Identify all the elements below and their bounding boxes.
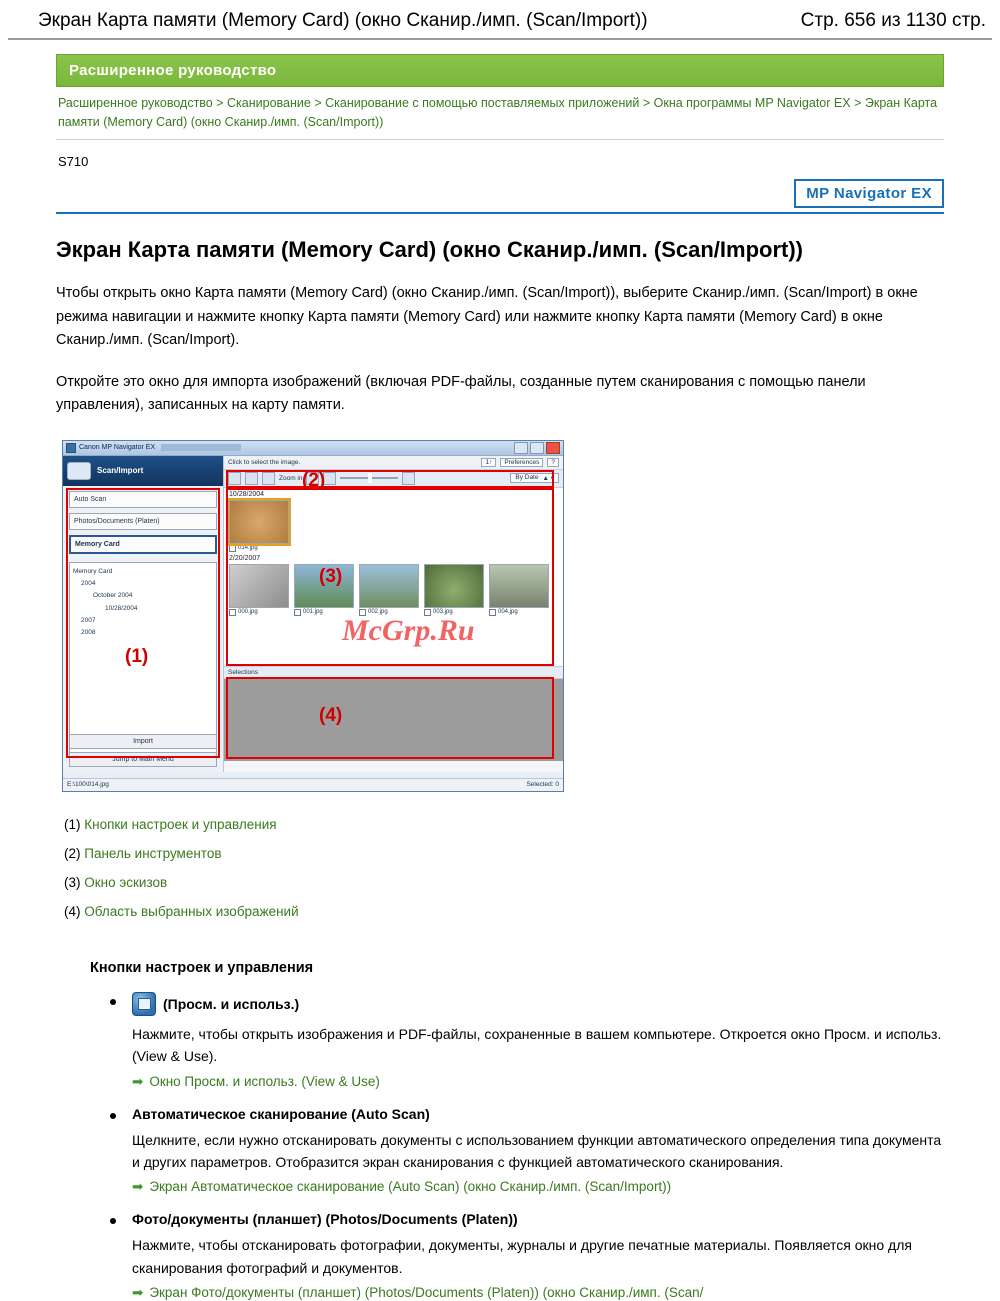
- tree-node-memory-card[interactable]: Memory Card: [73, 567, 113, 575]
- tree-node-10-28-2004[interactable]: 10/28/2004: [105, 604, 138, 612]
- status-path: E:\100\014.jpg: [67, 781, 109, 789]
- page-header-title: Экран Карта памяти (Memory Card) (окно Сканир./имп. (Scan/Import)): [38, 10, 648, 31]
- breadcrumb-sep-1: >: [314, 96, 322, 110]
- bullet-auto-scan: [56, 1106, 944, 1196]
- document-content: [0, 40, 1000, 1301]
- thumbnail-filename: 000.jpg: [238, 609, 258, 616]
- button-auto-scan[interactable]: Auto Scan: [69, 491, 217, 508]
- legend-num-2: (2): [64, 845, 81, 861]
- breadcrumb-item-1[interactable]: Сканирование: [227, 96, 311, 110]
- sort-toggle-icon[interactable]: 1↑: [481, 458, 496, 467]
- bullet-title: (Просм. и использ.): [163, 995, 300, 1012]
- breadcrumb-sep-0: >: [216, 96, 224, 110]
- page-number: Стр. 656 из 1130 стр.: [800, 10, 986, 31]
- selections-label: Selections: [228, 668, 258, 676]
- legend-text-2: Панель инструментов: [84, 845, 222, 861]
- document-id: S710: [58, 153, 89, 169]
- tree-node-2008[interactable]: 2008: [81, 629, 96, 637]
- tree-node-2004[interactable]: 2004: [81, 580, 96, 588]
- tree-node-2007[interactable]: 2007: [81, 617, 96, 625]
- bullet-body: Нажмите, чтобы открыть изображения и PDF-файлы, сохраненные в вашем компьютере. Откроется окно Просм. и использ. (View & Use).: [132, 1025, 942, 1065]
- button-memory-card[interactable]: Memory Card: [69, 535, 217, 554]
- screenshot-body: [63, 456, 563, 772]
- thumbnail-hint: Click to select the image.: [228, 458, 301, 466]
- arrow-right-icon: ➡: [132, 1179, 144, 1195]
- callout-label-3: (3): [319, 565, 343, 587]
- bullet-link[interactable]: Экран Автоматическое сканирование (Auto Scan) (окно Сканир./имп. (Scan/Import)): [149, 1179, 672, 1195]
- thumbnail-filename: 002.jpg: [368, 609, 388, 616]
- thumbnail-filename: 014.jpg: [238, 545, 258, 552]
- bullet-link[interactable]: Окно Просм. и использ. (View & Use): [149, 1073, 380, 1089]
- bullet-title-row: [132, 1211, 944, 1227]
- status-selected-count: Selected: 0: [526, 781, 559, 789]
- arrow-right-icon: ➡: [132, 1285, 144, 1301]
- brand-row: [56, 179, 944, 208]
- guide-banner: Расширенное руководство: [56, 54, 944, 87]
- bullet-body: Нажмите, чтобы отсканировать фотографии, документы, журналы и другие печатные материалы. Появляется окно для сканирования фотографий и документов.: [132, 1237, 912, 1276]
- chevron-down-icon: ▲ ▾: [542, 475, 554, 483]
- callout-box-2: [226, 470, 554, 488]
- mode-label: Scan/Import: [97, 466, 144, 476]
- title-redaction: [161, 444, 241, 451]
- view-use-icon: [132, 992, 156, 1016]
- legend-num-4: (4): [64, 903, 81, 919]
- breadcrumb-item-3[interactable]: Окна программы MP Navigator EX: [653, 96, 851, 110]
- section-title: Кнопки настроек и управления: [90, 959, 314, 976]
- callout-label-4: (4): [319, 704, 343, 726]
- bullet-title-row: [132, 1106, 944, 1122]
- bullet-list: [56, 992, 944, 1301]
- bullet-title: Фото/документы (планшет) (Photos/Documents (Platen)): [132, 1211, 518, 1228]
- bullet-view-and-use: [56, 992, 944, 1090]
- app-icon: [66, 443, 76, 453]
- bullet-body: Щелкните, если нужно отсканировать документы с использованием функции автоматического определения типа документа и других параметров. Отобразится экран сканирования с функцией автоматического сканирования.: [132, 1131, 942, 1170]
- app-screenshot: [62, 440, 564, 792]
- legend-text-3: Окно эскизов: [84, 874, 168, 890]
- callout-box-1: [66, 488, 220, 758]
- callout-label-1: (1): [125, 645, 149, 667]
- status-bar: [63, 778, 563, 791]
- paragraph-2: Откройте это окно для импорта изображений (включая PDF-файлы, созданные путем сканирования с помощью панели управления), записанных на карту памяти.: [56, 373, 866, 414]
- breadcrumb-item-current: Экран Карта памяти (Memory Card) (окно Сканир./имп. (Scan/Import)): [58, 96, 938, 130]
- brand-logo: MP Navigator EX: [794, 179, 944, 208]
- callout-label-2: (2): [302, 469, 326, 491]
- breadcrumb-item-0[interactable]: Расширенное руководство: [58, 96, 213, 110]
- preferences-button[interactable]: Preferences: [500, 458, 543, 467]
- zoom-in-label[interactable]: Zoom in: [279, 474, 303, 482]
- legend-row: [64, 810, 944, 839]
- screenshot-window-title: Canon MP Navigator EX: [79, 444, 156, 452]
- legend-text-1: Кнопки настроек и управления: [84, 816, 277, 832]
- minimize-icon[interactable]: [514, 442, 528, 454]
- thumbnail-filename: 001.jpg: [303, 609, 323, 616]
- settings-panel: [63, 456, 224, 772]
- legend-num-1: (1): [64, 816, 81, 832]
- button-photos-documents[interactable]: Photos/Documents (Platen): [69, 513, 217, 530]
- bullet-link-row[interactable]: [132, 1074, 944, 1090]
- brand-underline: [56, 212, 944, 214]
- legend-row: [64, 839, 944, 868]
- bullet-title-row: [132, 992, 944, 1016]
- jump-to-main-menu-button[interactable]: Jump to Main Menu: [69, 752, 217, 767]
- header-actions: [481, 458, 559, 467]
- breadcrumb-sep-2: >: [642, 96, 651, 110]
- legend-row: [64, 868, 944, 897]
- import-button[interactable]: Import: [69, 734, 217, 749]
- bullet-photos-documents: [56, 1211, 944, 1301]
- tree-node-october-2004[interactable]: October 2004: [93, 592, 133, 600]
- callout-box-4: [226, 677, 554, 759]
- callout-legend: [64, 810, 944, 926]
- sort-by-label: By Date: [515, 474, 539, 482]
- help-button[interactable]: ?: [547, 458, 559, 467]
- thumbnail-filename: 003.jpg: [433, 609, 453, 616]
- scanner-icon: [67, 462, 91, 480]
- bullet-link-row[interactable]: [132, 1285, 944, 1301]
- bullet-link[interactable]: Экран Фото/документы (планшет) (Photos/Documents (Platen)) (окно Сканир./имп. (Scan/: [149, 1285, 704, 1301]
- breadcrumb-item-2[interactable]: Сканирование с помощью поставляемых приложений: [325, 96, 640, 110]
- maximize-icon[interactable]: [530, 442, 544, 454]
- paragraph-1: Чтобы открыть окно Карта памяти (Memory Card) (окно Сканир./имп. (Scan/Import)), выберите Сканир./имп. (Scan/Import) в окне режима навигации и нажмите кнопку Карта памяти (Memory Card) или нажмите кнопку Карта памяти (Memory Card) в окне Сканир./имп. (Scan/Import).: [56, 285, 918, 349]
- page-header: [0, 0, 1000, 38]
- breadcrumb-sep-3: >: [854, 96, 862, 110]
- date-group-label-1: 10/28/2004: [229, 490, 265, 498]
- thumbnail-filename: 004.jpg: [498, 609, 518, 616]
- close-icon[interactable]: [546, 442, 560, 454]
- date-group-label-2: 2/20/2007: [229, 554, 261, 562]
- thumbnail-hint-bar: [224, 456, 563, 470]
- mode-header: [63, 456, 223, 486]
- legend-num-3: (3): [64, 874, 81, 890]
- window-buttons: [514, 442, 560, 454]
- arrow-right-icon: ➡: [132, 1073, 144, 1089]
- watermark: McGrp.Ru: [342, 614, 475, 647]
- screenshot-titlebar: [63, 441, 563, 456]
- bullet-title: Автоматическое сканирование (Auto Scan): [132, 1105, 430, 1122]
- page-title: Экран Карта памяти (Memory Card) (окно Сканир./имп. (Scan/Import)): [56, 236, 803, 262]
- breadcrumb: [56, 87, 944, 140]
- bullet-link-row[interactable]: [132, 1179, 944, 1195]
- legend-text-4: Область выбранных изображений: [84, 903, 299, 919]
- legend-row: [64, 897, 944, 926]
